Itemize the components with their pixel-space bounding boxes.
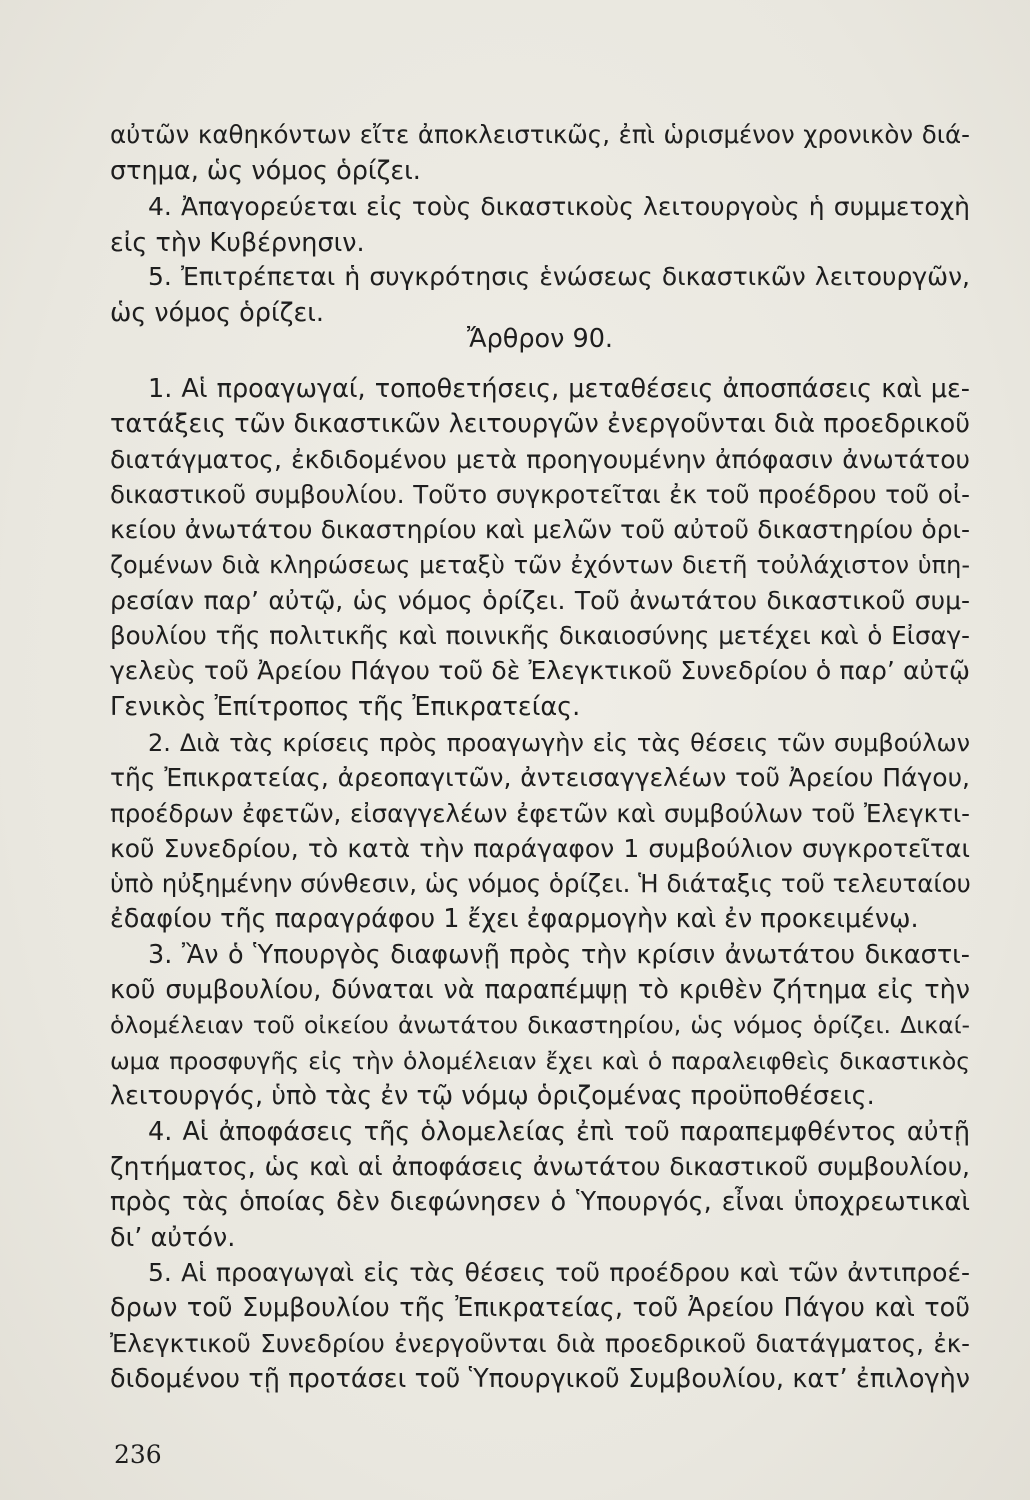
text-line: δικαστικοῦ συμβουλίου. Τοῦτο συγκροτεῖται ἐκ τοῦ προέδρου τοῦ οἰ-	[110, 480, 970, 509]
text-line: κείου ἀνωτάτου δικαστηρίου καὶ μελῶν τοῦ αὐτοῦ δικαστηρίου ὁρι-	[110, 515, 970, 544]
text-line: διδομένου τῇ προτάσει τοῦ Ὑπουργικοῦ Συμβουλίου, κατ’ ἐπιλογὴν	[110, 1364, 970, 1394]
text-line: τῆς Ἐπικρατείας, ἀρεοπαγιτῶν, ἀντεισαγγελέων τοῦ Ἀρείου Πάγου,	[110, 763, 970, 792]
text-line: 4. Αἱ ἀποφάσεις τῆς ὁλομελείας ἐπὶ τοῦ παραπεμφθέντος αὐτῇ	[148, 1117, 970, 1147]
text-line: ζητήματος, ὡς καὶ αἱ ἀποφάσεις ἀνωτάτου δικαστικοῦ συμβουλίου,	[110, 1152, 970, 1181]
text-line: προέδρων ἐφετῶν, εἰσαγγελέων ἐφετῶν καὶ συμβούλων τοῦ Ἐλεγκτι-	[110, 799, 970, 828]
text-line: 5. Ἐπιτρέπεται ἡ συγκρότησις ἑνώσεως δικαστικῶν λειτουργῶν,	[148, 262, 970, 291]
text-line: ζομένων διὰ κληρώσεως μεταξὺ τῶν ἐχόντων διετῆ τοὐλάχιστον ὑπη-	[110, 551, 970, 579]
text-line: ωμα προσφυγῆς εἰς τὴν ὁλομέλειαν ἔχει καὶ ὁ παραλειφθεὶς δικαστικὸς	[110, 1047, 970, 1075]
text-line: 1. Αἱ προαγωγαί, τοποθετήσεις, μεταθέσεις ἀποσπάσεις καὶ με-	[148, 374, 970, 404]
text-line: 3. Ἂν ὁ Ὑπουργὸς διαφωνῇ πρὸς τὴν κρίσιν ἀνωτάτου δικαστι-	[148, 940, 970, 970]
article-heading: Ἄρθρον 90.	[466, 324, 614, 354]
text-line: δρων τοῦ Συμβουλίου τῆς Ἐπικρατείας, τοῦ Ἀρείου Πάγου καὶ τοῦ	[110, 1293, 970, 1323]
text-line: 2. Διὰ τὰς κρίσεις πρὸς προαγωγὴν εἰς τὰς θέσεις τῶν συμβούλων	[148, 729, 970, 757]
text-line: αὐτῶν καθηκόντων εἴτε ἀποκλειστικῶς, ἐπὶ ὡρισμένον χρονικὸν διά-	[110, 120, 970, 149]
text-line: ἐδαφίου τῆς παραγράφου 1 ἔχει ἐφαρμογὴν καὶ ἐν προκειμένῳ.	[110, 904, 919, 934]
text-line: γελεὺς τοῦ Ἀρείου Πάγου τοῦ δὲ Ἐλεγκτικοῦ Συνεδρίου ὁ παρ’ αὐτῷ	[110, 656, 970, 685]
text-line: 4. Ἀπαγορεύεται εἰς τοὺς δικαστικοὺς λειτουργοὺς ἡ συμμετοχὴ	[148, 192, 970, 221]
text-line: ὁλομέλειαν τοῦ οἰκείου ἀνωτάτου δικαστηρίου, ὡς νόμος ὁρίζει. Δικαί-	[110, 1011, 970, 1039]
text-line: Ἐλεγκτικοῦ Συνεδρίου ἐνεργοῦνται διὰ προεδρικοῦ διατάγματος, ἐκ-	[110, 1329, 970, 1358]
text-line: βουλίου τῆς πολιτικῆς καὶ ποινικῆς δικαιοσύνης μετέχει καὶ ὁ Εἰσαγ-	[110, 621, 970, 650]
text-line: διατάγματος, ἐκδιδομένου μετὰ προηγουμένην ἀπόφασιν ἀνωτάτου	[110, 445, 970, 474]
text-line: τατάξεις τῶν δικαστικῶν λειτουργῶν ἐνεργοῦνται διὰ προεδρικοῦ	[110, 409, 970, 439]
page-number: 236	[114, 1440, 162, 1469]
text-line: κοῦ συμβουλίου, δύναται νὰ παραπέμψῃ τὸ κριθὲν ζήτημα εἰς τὴν	[110, 975, 970, 1005]
text-line: ὡς νόμος ὁρίζει.	[110, 298, 324, 328]
text-line: εἰς τὴν Κυβέρνησιν.	[110, 228, 365, 258]
text-line: 5. Αἱ προαγωγαὶ εἰς τὰς θέσεις τοῦ προέδρου καὶ τῶν ἀντιπροέ-	[148, 1258, 970, 1287]
text-line: δι’ αὐτόν.	[110, 1223, 236, 1253]
text-line: ὑπὸ ηὐξημένην σύνθεσιν, ὡς νόμος ὁρίζει. Ἡ διάταξις τοῦ τελευταίου	[110, 869, 971, 898]
text-line: ρεσίαν παρ’ αὐτῷ, ὡς νόμος ὁρίζει. Τοῦ ἀνωτάτου δικαστικοῦ συμ-	[110, 586, 970, 615]
text-line: στημα, ὡς νόμος ὁρίζει.	[110, 156, 421, 186]
text-line: κοῦ Συνεδρίου, τὸ κατὰ τὴν παράγαφον 1 συμβούλιον συγκροτεῖται	[110, 834, 970, 863]
text-line: λειτουργός, ὑπὸ τὰς ἐν τῷ νόμῳ ὁριζομένας προϋποθέσεις.	[110, 1081, 875, 1111]
text-line: πρὸς τὰς ὁποίας δὲν διεφώνησεν ὁ Ὑπουργός, εἶναι ὑποχρεωτικαὶ	[110, 1187, 970, 1217]
text-line: Γενικὸς Ἐπίτροπος τῆς Ἐπικρατείας.	[110, 692, 581, 722]
